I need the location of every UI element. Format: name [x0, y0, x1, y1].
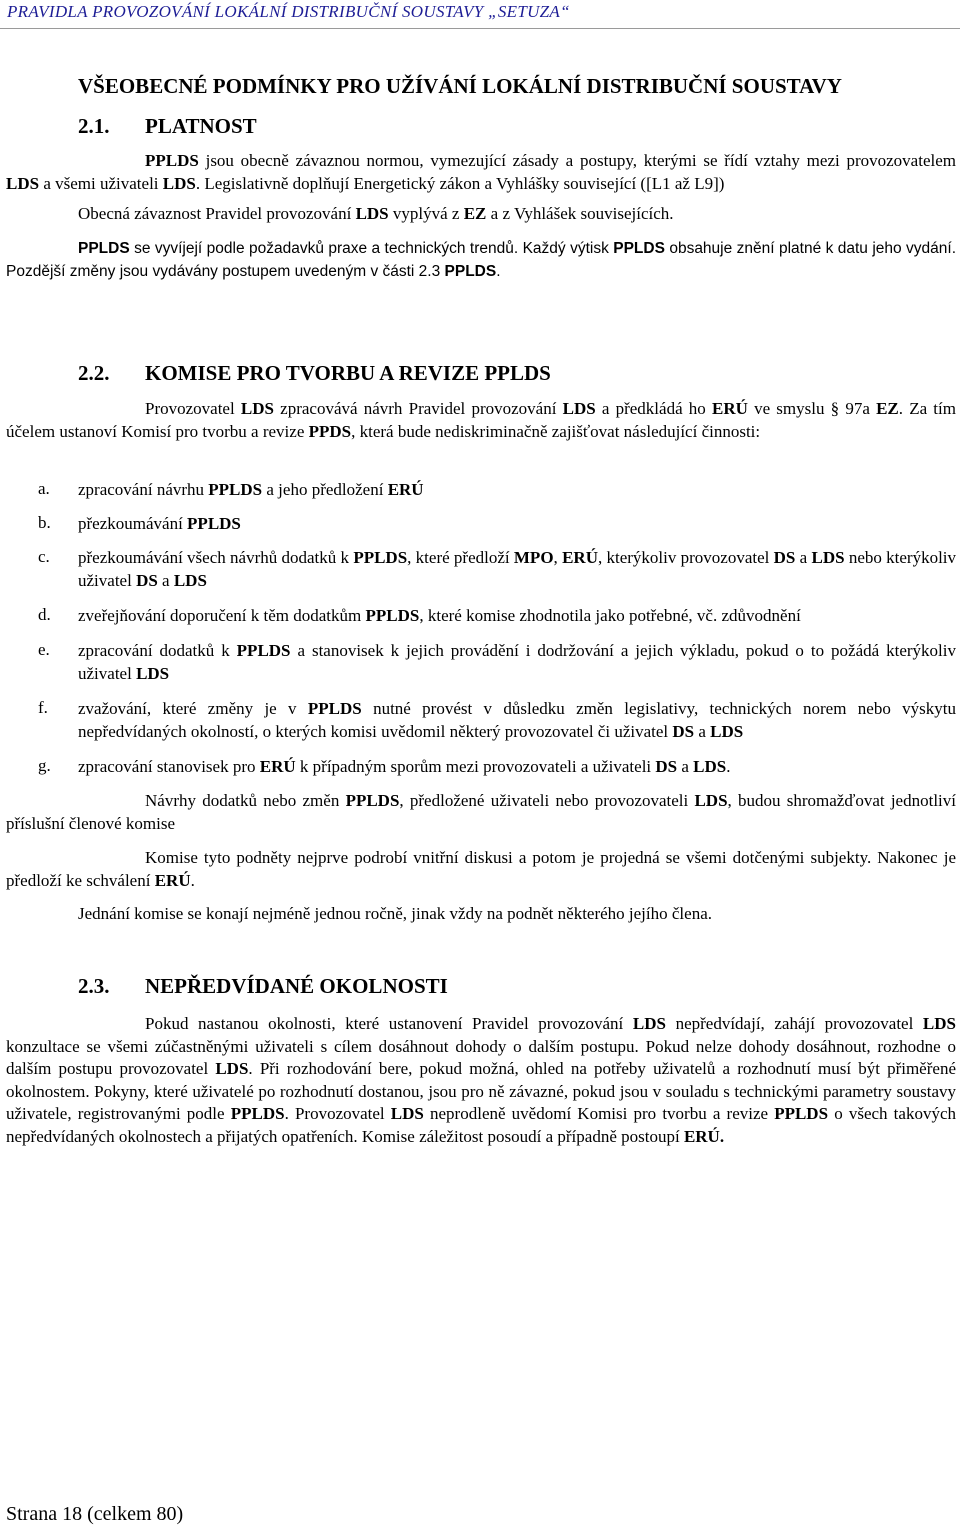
list-item-letter: c. [38, 547, 50, 566]
paragraph: PPLDS se vyvíjejí podle požadavků praxe a technických trendů. Každý výtisk PPLDS obsahuje znění platné k datu jeho vydání. Pozdější změny jsou vydávány postupem uvedeným v části 2.3 PPLDS. [6, 240, 957, 280]
list-item-text: zveřejňování doporučení k těm dodatkům PPLDS, které komise zhodnotila jako potřebné, vč. zdůvodnění [78, 606, 801, 625]
list-item-letter: f. [38, 698, 48, 717]
list-item-letter: a. [38, 479, 50, 498]
list-item-text: zpracování stanovisek pro ERÚ k případným sporům mezi provozovateli a uživateli DS a LDS. [78, 757, 731, 776]
list-item-letter: e. [38, 640, 50, 659]
page-title: VŠEOBECNÉ PODMÍNKY PRO UŽÍVÁNÍ LOKÁLNÍ DISTRIBUČNÍ SOUSTAVY [78, 74, 842, 98]
list-item-text: zvažování, které změny je v PPLDS nutné provést v důsledku změn legislativy, technických norem nebo výskytu nepředvídaných okolností, o kterých komisi uvědomil některý provozovatel či uživatel DS a LDS [78, 699, 956, 741]
section-title: NEPŘEDVÍDANÉ OKOLNOSTI [145, 974, 448, 998]
paragraph: Obecná závaznost Pravidel provozování LDS vyplývá z EZ a z Vyhlášek souvisejících. [78, 204, 674, 223]
section-number: 2.2. [78, 361, 110, 385]
list-item-letter: g. [38, 756, 51, 775]
section-title: KOMISE PRO TVORBU A REVIZE PPLDS [145, 361, 551, 385]
list-item-text: zpracování návrhu PPLDS a jeho předložení ERÚ [78, 480, 424, 499]
list-item-text: zpracování dodatků k PPLDS a stanovisek k jejich provádění i dodržování a jejich výkladu, pokud o to požádá kterýkoliv uživatel LDS [78, 641, 956, 683]
section-title: PLATNOST [145, 114, 257, 138]
paragraph: PPLDS jsou obecně závaznou normou, vymezující zásady a postupy, kterými se řídí vztahy mezi provozovatelem LDS a všemi uživateli LDS. Legislativně doplňují Energetický zákon a Vyhlášky související ([L1 až L9]) [6, 151, 956, 193]
paragraph: Komise tyto podněty nejprve podrobí vnitřní diskusi a potom je projedná se všemi dotčenými subjekty. Nakonec je předloží ke schválení ERÚ. [6, 848, 956, 890]
list-item-letter: b. [38, 513, 51, 532]
section-number: 2.1. [78, 114, 110, 138]
running-header: PRAVIDLA PROVOZOVÁNÍ LOKÁLNÍ DISTRIBUČNÍ SOUSTAVY „SETUZA“ [7, 2, 570, 21]
paragraph: Jednání komise se konají nejméně jednou ročně, jinak vždy na podnět některého jejího člena. [78, 904, 712, 923]
paragraph: Provozovatel LDS zpracovává návrh Pravidel provozování LDS a předkládá ho ERÚ ve smyslu § 97a EZ. Za tím účelem ustanoví Komisí pro tvorbu a revize PPDS, která bude nediskriminačně zajišťovat následující činnosti: [6, 399, 956, 441]
section-number: 2.3. [78, 974, 110, 998]
header-divider [0, 28, 960, 29]
page-number: Strana 18 (celkem 80) [6, 1503, 184, 1525]
list-item-letter: d. [38, 605, 51, 624]
list-item-text: přezkoumávání všech návrhů dodatků k PPLDS, které předloží MPO, ERÚ, kterýkoliv provozovatel DS a LDS nebo kterýkoliv uživatel DS a LDS [78, 548, 957, 590]
paragraph: Pokud nastanou okolnosti, které ustanovení Pravidel provozování LDS nepředvídají, zahájí provozovatel LDS konzultace se všemi zúčastněnými uživateli s cílem dosáhnout dohody o dalším postupu. Pokud nelze dohody dosáhnout, rozhodne o dalším postupu provozovatel LDS. Při rozhodování bere, pokud možná, ohled na potřeby uživatelů a rozhodnutí musí být přiměřené okolnostem. Pokyny, které uživatelé po rozhodnutí dostanou, jsou pro ně závazné, pokud jsou v souladu s technickými parametry soustavy uživatele, registrovanými podle PPLDS. Provozovatel LDS neprodleně uvědomí Komisi pro tvorbu a revize PPLDS o všech takových nepředvídaných okolnostech a přijatých opatřeních. Komise záležitost posoudí a případně postoupí ERÚ. [6, 1014, 956, 1146]
list-item-text: přezkoumávání PPLDS [78, 514, 241, 533]
paragraph: Návrhy dodatků nebo změn PPLDS, předložené uživateli nebo provozovateli LDS, budou shromažďovat jednotliví příslušní členové komise [6, 791, 956, 833]
